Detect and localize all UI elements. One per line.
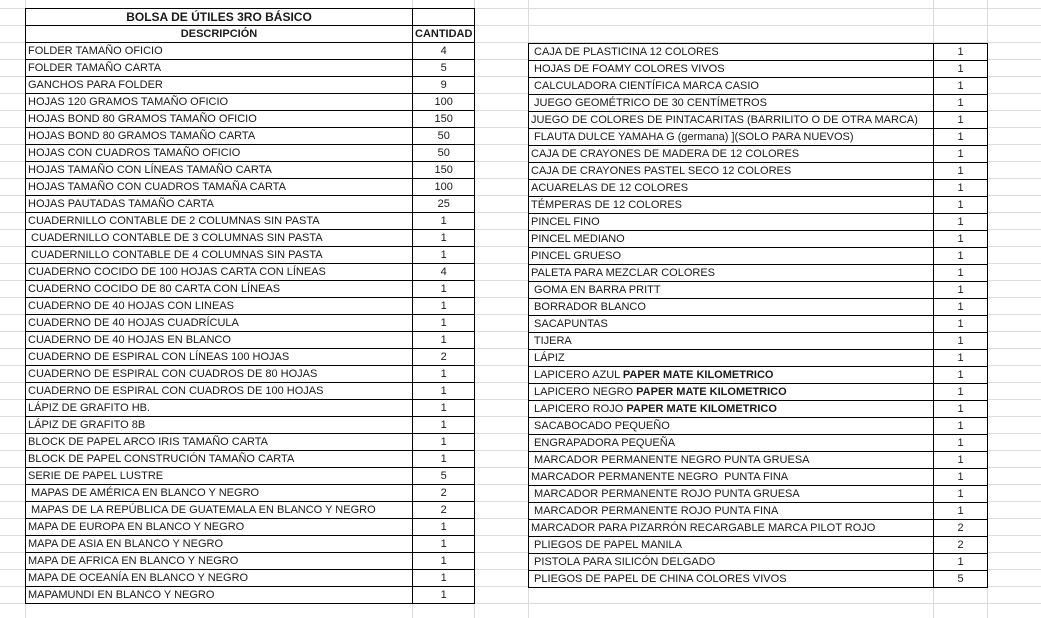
item-description[interactable] bbox=[529, 282, 934, 299]
item-description[interactable] bbox=[529, 537, 934, 554]
item-description[interactable] bbox=[529, 571, 934, 588]
item-quantity[interactable]: 100 bbox=[413, 179, 475, 196]
item-quantity[interactable]: 2 bbox=[413, 485, 475, 502]
item-description[interactable] bbox=[529, 418, 934, 435]
description-text: PINCEL FINO bbox=[531, 216, 600, 228]
description-text: HOJAS PAUTADAS TAMAÑO CARTA bbox=[28, 198, 214, 210]
item-quantity[interactable]: 100 bbox=[413, 94, 475, 111]
table-row bbox=[529, 401, 988, 418]
item-quantity[interactable]: 2 bbox=[413, 349, 475, 366]
right-supplies-table bbox=[528, 43, 988, 588]
item-description[interactable] bbox=[529, 350, 934, 367]
item-description[interactable] bbox=[26, 349, 413, 366]
item-quantity[interactable]: 1 bbox=[934, 384, 988, 401]
description-text: CUADERNO DE 40 HOJAS CON LINEAS bbox=[28, 300, 234, 312]
item-description[interactable] bbox=[26, 145, 413, 162]
item-quantity[interactable]: 1 bbox=[934, 180, 988, 197]
description-text: CUADERNILLO CONTABLE DE 4 COLUMNAS SIN PASTA bbox=[28, 249, 323, 261]
item-description[interactable] bbox=[529, 248, 934, 265]
description-text: CUADERNO DE 40 HOJAS EN BLANCO bbox=[28, 334, 231, 346]
description-text: MAPA DE OCEANÍA EN BLANCO Y NEGRO bbox=[28, 572, 249, 584]
item-quantity[interactable]: 2 bbox=[413, 502, 475, 519]
item-description[interactable] bbox=[529, 265, 934, 282]
description-text: HOJAS CON CUADROS TAMAÑO OFICIO bbox=[28, 147, 241, 159]
description-text: ENGRAPADORA PEQUEÑA bbox=[531, 437, 676, 449]
item-quantity[interactable]: 1 bbox=[934, 78, 988, 95]
item-quantity[interactable]: 1 bbox=[934, 231, 988, 248]
item-quantity[interactable]: 2 bbox=[934, 520, 988, 537]
item-quantity[interactable]: 1 bbox=[413, 451, 475, 468]
item-description[interactable] bbox=[529, 367, 934, 384]
item-quantity[interactable]: 1 bbox=[934, 435, 988, 452]
table-row bbox=[26, 94, 475, 111]
table-row bbox=[529, 435, 988, 452]
description-text: HOJAS 120 GRAMOS TAMAÑO OFICIO bbox=[28, 96, 229, 108]
table-row bbox=[529, 112, 988, 129]
table-row bbox=[529, 350, 988, 367]
item-quantity[interactable]: 9 bbox=[413, 77, 475, 94]
table-row bbox=[26, 536, 475, 553]
item-quantity[interactable]: 1 bbox=[934, 401, 988, 418]
description-text: HOJAS TAMAÑO CON CUADROS TAMAÑA CARTA bbox=[28, 181, 286, 193]
empty-cell[interactable] bbox=[413, 9, 475, 26]
item-description[interactable] bbox=[529, 197, 934, 214]
header-descripcion[interactable]: DESCRIPCIÓN bbox=[26, 26, 413, 43]
item-description[interactable] bbox=[529, 163, 934, 180]
description-text: MARCADOR PERMANENTE NEGRO PUNTA FINA bbox=[531, 471, 789, 483]
item-description[interactable] bbox=[529, 78, 934, 95]
title-row bbox=[26, 9, 475, 26]
item-quantity[interactable]: 1 bbox=[934, 197, 988, 214]
item-description[interactable] bbox=[529, 231, 934, 248]
table-row bbox=[26, 145, 475, 162]
item-description[interactable] bbox=[26, 485, 413, 502]
description-text: PINCEL GRUESO bbox=[531, 250, 622, 262]
table-row bbox=[529, 367, 988, 384]
description-text: CUADERNO DE ESPIRAL CON LÍNEAS 100 HOJAS bbox=[28, 351, 290, 363]
item-description[interactable] bbox=[26, 315, 413, 332]
item-quantity[interactable]: 1 bbox=[934, 129, 988, 146]
table-row bbox=[26, 332, 475, 349]
brand-text: PAPER MATE KILOMETRICO bbox=[622, 369, 774, 381]
description-text: SACAPUNTAS bbox=[531, 318, 608, 330]
table-row bbox=[26, 60, 475, 77]
description-text: FOLDER TAMAÑO OFICIO bbox=[28, 45, 163, 57]
item-quantity[interactable]: 1 bbox=[413, 247, 475, 264]
table-row bbox=[26, 128, 475, 145]
description-text: LÁPIZ DE GRAFITO 8B bbox=[28, 419, 146, 431]
table-row bbox=[529, 197, 988, 214]
description-text: TÉMPERAS DE 12 COLORES bbox=[531, 199, 682, 211]
item-quantity[interactable]: 1 bbox=[934, 163, 988, 180]
description-text: PISTOLA PARA SILICÓN DELGADO bbox=[531, 556, 716, 568]
table-row bbox=[26, 281, 475, 298]
item-description[interactable] bbox=[529, 95, 934, 112]
description-text: LAPICERO ROJO bbox=[531, 403, 627, 415]
description-text: FOLDER TAMAÑO CARTA bbox=[28, 62, 162, 74]
table-row bbox=[26, 77, 475, 94]
item-quantity[interactable]: 1 bbox=[413, 570, 475, 587]
item-description[interactable] bbox=[26, 162, 413, 179]
item-description[interactable] bbox=[26, 587, 413, 604]
item-quantity[interactable]: 50 bbox=[413, 145, 475, 162]
item-quantity[interactable]: 5 bbox=[413, 468, 475, 485]
sheet-title[interactable]: BOLSA DE ÚTILES 3RO BÁSICO bbox=[26, 9, 413, 26]
item-description[interactable] bbox=[529, 333, 934, 350]
description-text: PALETA PARA MEZCLAR COLORES bbox=[531, 267, 715, 279]
description-text: MAPA DE ASIA EN BLANCO Y NEGRO bbox=[28, 538, 224, 550]
description-text: LÁPIZ DE GRAFITO HB. bbox=[28, 402, 151, 414]
table-row bbox=[26, 349, 475, 366]
description-text: CUADERNILLO CONTABLE DE 3 COLUMNAS SIN PASTA bbox=[28, 232, 323, 244]
table-row bbox=[529, 146, 988, 163]
table-row bbox=[26, 162, 475, 179]
table-row bbox=[529, 282, 988, 299]
item-description[interactable] bbox=[26, 111, 413, 128]
item-description[interactable] bbox=[26, 264, 413, 281]
description-text: MAPAS DE AMÉRICA EN BLANCO Y NEGRO bbox=[28, 487, 260, 499]
table-row bbox=[529, 248, 988, 265]
item-quantity[interactable]: 4 bbox=[413, 264, 475, 281]
item-description[interactable] bbox=[529, 486, 934, 503]
description-text: BLOCK DE PAPEL ARCO IRIS TAMAÑO CARTA bbox=[28, 436, 269, 448]
item-quantity[interactable]: 1 bbox=[934, 44, 988, 61]
table-row bbox=[26, 213, 475, 230]
left-supplies-table bbox=[25, 8, 475, 604]
description-text: HOJAS BOND 80 GRAMOS TAMAÑO CARTA bbox=[28, 130, 256, 142]
item-quantity[interactable]: 1 bbox=[413, 400, 475, 417]
table-row bbox=[529, 180, 988, 197]
description-text: CUADERNO COCIDO DE 80 CARTA CON LÍNEAS bbox=[28, 283, 281, 295]
table-row bbox=[26, 587, 475, 604]
table-row bbox=[529, 520, 988, 537]
description-text: LÁPIZ bbox=[531, 352, 565, 364]
item-quantity[interactable]: 1 bbox=[413, 315, 475, 332]
table-row bbox=[26, 434, 475, 451]
table-row bbox=[26, 247, 475, 264]
item-quantity[interactable]: 1 bbox=[934, 61, 988, 78]
item-quantity[interactable]: 5 bbox=[934, 571, 988, 588]
table-row bbox=[26, 451, 475, 468]
table-row bbox=[529, 418, 988, 435]
item-description[interactable] bbox=[26, 298, 413, 315]
item-quantity[interactable]: 2 bbox=[934, 537, 988, 554]
description-text: CALCULADORA CIENTÍFICA MARCA CASIO bbox=[531, 80, 759, 92]
item-description[interactable] bbox=[26, 43, 413, 60]
description-text: JUEGO GEOMÉTRICO DE 30 CENTÍMETROS bbox=[531, 97, 767, 109]
item-quantity[interactable]: 1 bbox=[934, 452, 988, 469]
table-row bbox=[529, 469, 988, 486]
description-text: MAPAS DE LA REPÚBLICA DE GUATEMALA EN BLANCO Y NEGRO bbox=[28, 504, 376, 516]
item-quantity[interactable]: 150 bbox=[413, 162, 475, 179]
item-quantity[interactable]: 1 bbox=[413, 536, 475, 553]
brand-text: PAPER MATE KILOMETRICO bbox=[626, 403, 777, 415]
item-quantity[interactable]: 1 bbox=[934, 146, 988, 163]
table-row bbox=[26, 485, 475, 502]
table-row bbox=[26, 315, 475, 332]
item-description[interactable] bbox=[26, 213, 413, 230]
description-text: TIJERA bbox=[531, 335, 572, 347]
item-quantity[interactable]: 25 bbox=[413, 196, 475, 213]
table-row bbox=[529, 44, 988, 61]
table-row bbox=[529, 452, 988, 469]
table-row bbox=[529, 231, 988, 248]
item-description[interactable] bbox=[26, 536, 413, 553]
description-text: PLIEGOS DE PAPEL MANILA bbox=[531, 539, 682, 551]
item-description[interactable] bbox=[26, 383, 413, 400]
item-description[interactable] bbox=[26, 281, 413, 298]
table-row bbox=[26, 196, 475, 213]
table-row bbox=[529, 486, 988, 503]
table-row bbox=[26, 264, 475, 281]
description-text: GANCHOS PARA FOLDER bbox=[28, 79, 163, 91]
item-description[interactable] bbox=[26, 451, 413, 468]
item-description[interactable] bbox=[26, 128, 413, 145]
item-description[interactable] bbox=[26, 434, 413, 451]
table-row bbox=[529, 214, 988, 231]
item-description[interactable] bbox=[529, 61, 934, 78]
item-description[interactable] bbox=[529, 452, 934, 469]
brand-text: PAPER MATE KILOMETRICO bbox=[636, 386, 787, 398]
description-text: MAPA DE AFRICA EN BLANCO Y NEGRO bbox=[28, 555, 239, 567]
item-quantity[interactable]: 1 bbox=[934, 469, 988, 486]
item-quantity[interactable]: 1 bbox=[934, 316, 988, 333]
table-row bbox=[529, 571, 988, 588]
header-cantidad[interactable]: CANTIDAD bbox=[413, 26, 475, 43]
item-quantity[interactable]: 1 bbox=[413, 434, 475, 451]
item-quantity[interactable]: 1 bbox=[934, 248, 988, 265]
description-text: JUEGO DE COLORES DE PINTACARITAS (BARRILITO O DE OTRA MARCA) bbox=[531, 114, 918, 126]
description-text: CUADERNO DE ESPIRAL CON CUADROS DE 100 HOJAS bbox=[28, 385, 324, 397]
table-row bbox=[529, 129, 988, 146]
table-row bbox=[529, 384, 988, 401]
description-text: CAJA DE CRAYONES DE MADERA DE 12 COLORES bbox=[531, 148, 800, 160]
table-row bbox=[529, 265, 988, 282]
description-text: ACUARELAS DE 12 COLORES bbox=[531, 182, 689, 194]
item-description[interactable] bbox=[529, 299, 934, 316]
table-row bbox=[26, 519, 475, 536]
description-text: MARCADOR PERMANENTE ROJO PUNTA GRUESA bbox=[531, 488, 800, 500]
table-row bbox=[26, 570, 475, 587]
item-description[interactable] bbox=[26, 468, 413, 485]
description-text: SERIE DE PAPEL LUSTRE bbox=[28, 470, 164, 482]
table-row bbox=[529, 163, 988, 180]
item-quantity[interactable]: 1 bbox=[934, 333, 988, 350]
item-description[interactable] bbox=[529, 316, 934, 333]
item-quantity[interactable]: 1 bbox=[934, 214, 988, 231]
description-text: HOJAS TAMAÑO CON LÍNEAS TAMAÑO CARTA bbox=[28, 164, 272, 176]
header-row bbox=[26, 26, 475, 43]
item-description[interactable] bbox=[26, 570, 413, 587]
table-row bbox=[529, 503, 988, 520]
item-quantity[interactable]: 1 bbox=[413, 417, 475, 434]
item-description[interactable] bbox=[26, 332, 413, 349]
item-description[interactable] bbox=[26, 179, 413, 196]
item-quantity[interactable]: 1 bbox=[934, 350, 988, 367]
item-description[interactable] bbox=[529, 554, 934, 571]
description-text: MARCADOR PARA PIZARRÓN RECARGABLE MARCA PILOT ROJO bbox=[531, 522, 876, 534]
table-row bbox=[529, 333, 988, 350]
item-quantity[interactable]: 150 bbox=[413, 111, 475, 128]
item-quantity[interactable]: 1 bbox=[934, 265, 988, 282]
description-text: MARCADOR PERMANENTE NEGRO PUNTA GRUESA bbox=[531, 454, 810, 466]
item-quantity[interactable]: 1 bbox=[934, 503, 988, 520]
item-description[interactable] bbox=[26, 196, 413, 213]
table-row bbox=[529, 78, 988, 95]
item-description[interactable] bbox=[26, 60, 413, 77]
item-quantity[interactable]: 1 bbox=[413, 298, 475, 315]
item-description[interactable] bbox=[529, 44, 934, 61]
table-row bbox=[529, 554, 988, 571]
description-text: CUADERNO DE 40 HOJAS CUADRÍCULA bbox=[28, 317, 239, 329]
item-quantity[interactable]: 1 bbox=[934, 112, 988, 129]
item-description[interactable] bbox=[26, 94, 413, 111]
item-quantity[interactable]: 1 bbox=[413, 213, 475, 230]
table-row bbox=[529, 299, 988, 316]
item-description[interactable] bbox=[26, 366, 413, 383]
description-text: FLAUTA DULCE YAMAHA G (germana) ](SOLO PARA NUEVOS) bbox=[531, 131, 854, 143]
item-quantity[interactable]: 1 bbox=[934, 554, 988, 571]
item-description[interactable] bbox=[529, 129, 934, 146]
table-row bbox=[529, 61, 988, 78]
table-row bbox=[529, 316, 988, 333]
description-text: BLOCK DE PAPEL CONSTRUCIÓN TAMAÑO CARTA bbox=[28, 453, 295, 465]
item-description[interactable] bbox=[26, 553, 413, 570]
table-row bbox=[26, 502, 475, 519]
description-text: CUADERNO COCIDO DE 100 HOJAS CARTA CON LÍNEAS bbox=[28, 266, 326, 278]
description-text: PLIEGOS DE PAPEL DE CHINA COLORES VIVOS bbox=[531, 573, 787, 585]
table-row bbox=[26, 179, 475, 196]
item-description[interactable] bbox=[529, 384, 934, 401]
table-row bbox=[26, 417, 475, 434]
item-description[interactable] bbox=[529, 401, 934, 418]
table-row bbox=[26, 366, 475, 383]
table-row bbox=[529, 95, 988, 112]
item-description[interactable] bbox=[26, 519, 413, 536]
description-text: CUADERNILLO CONTABLE DE 2 COLUMNAS SIN PASTA bbox=[28, 215, 320, 227]
item-quantity[interactable]: 1 bbox=[934, 282, 988, 299]
table-row bbox=[26, 230, 475, 247]
item-quantity[interactable]: 1 bbox=[934, 299, 988, 316]
description-text: MAPA DE EUROPA EN BLANCO Y NEGRO bbox=[28, 521, 245, 533]
description-text: LAPICERO NEGRO bbox=[531, 386, 637, 398]
item-description[interactable] bbox=[26, 417, 413, 434]
item-quantity[interactable]: 1 bbox=[413, 519, 475, 536]
description-text: GOMA EN BARRA PRITT bbox=[531, 284, 661, 296]
description-text: CAJA DE CRAYONES PASTEL SECO 12 COLORES bbox=[531, 165, 792, 177]
item-quantity[interactable]: 1 bbox=[413, 366, 475, 383]
description-text: HOJAS BOND 80 GRAMOS TAMAÑO OFICIO bbox=[28, 113, 257, 125]
item-quantity[interactable]: 4 bbox=[413, 43, 475, 60]
table-row bbox=[529, 537, 988, 554]
item-description[interactable] bbox=[529, 180, 934, 197]
description-text: BORRADOR BLANCO bbox=[531, 301, 646, 313]
table-row bbox=[26, 111, 475, 128]
item-quantity[interactable]: 1 bbox=[413, 553, 475, 570]
description-text: MAPAMUNDI EN BLANCO Y NEGRO bbox=[28, 589, 215, 601]
item-description[interactable] bbox=[26, 400, 413, 417]
item-description[interactable] bbox=[26, 77, 413, 94]
item-quantity[interactable]: 1 bbox=[413, 383, 475, 400]
item-description[interactable] bbox=[529, 469, 934, 486]
table-row bbox=[26, 298, 475, 315]
description-text: CAJA DE PLASTICINA 12 COLORES bbox=[531, 46, 719, 58]
item-description[interactable] bbox=[26, 230, 413, 247]
item-description[interactable] bbox=[529, 503, 934, 520]
description-text: SACABOCADO PEQUEÑO bbox=[531, 420, 670, 432]
item-description[interactable] bbox=[26, 502, 413, 519]
description-text: MARCADOR PERMANENTE ROJO PUNTA FINA bbox=[531, 505, 779, 517]
table-row bbox=[26, 400, 475, 417]
table-row bbox=[26, 383, 475, 400]
item-quantity[interactable]: 1 bbox=[934, 367, 988, 384]
item-quantity[interactable]: 5 bbox=[413, 60, 475, 77]
item-quantity[interactable]: 1 bbox=[934, 418, 988, 435]
table-row bbox=[26, 43, 475, 60]
item-description[interactable] bbox=[529, 520, 934, 537]
item-quantity[interactable]: 1 bbox=[413, 230, 475, 247]
item-quantity[interactable]: 1 bbox=[934, 95, 988, 112]
table-row bbox=[26, 553, 475, 570]
item-quantity[interactable]: 1 bbox=[934, 486, 988, 503]
item-quantity[interactable]: 1 bbox=[413, 587, 475, 604]
item-description[interactable] bbox=[529, 435, 934, 452]
description-text: LAPICERO AZUL bbox=[531, 369, 623, 381]
description-text: HOJAS DE FOAMY COLORES VIVOS bbox=[531, 63, 725, 75]
item-description[interactable] bbox=[529, 112, 934, 129]
item-description[interactable] bbox=[529, 214, 934, 231]
item-quantity[interactable]: 50 bbox=[413, 128, 475, 145]
description-text: CUADERNO DE ESPIRAL CON CUADROS DE 80 HOJAS bbox=[28, 368, 318, 380]
item-quantity[interactable]: 1 bbox=[413, 281, 475, 298]
item-description[interactable] bbox=[529, 146, 934, 163]
item-quantity[interactable]: 1 bbox=[413, 332, 475, 349]
table-row bbox=[26, 468, 475, 485]
description-text: PINCEL MEDIANO bbox=[531, 233, 625, 245]
item-description[interactable] bbox=[26, 247, 413, 264]
